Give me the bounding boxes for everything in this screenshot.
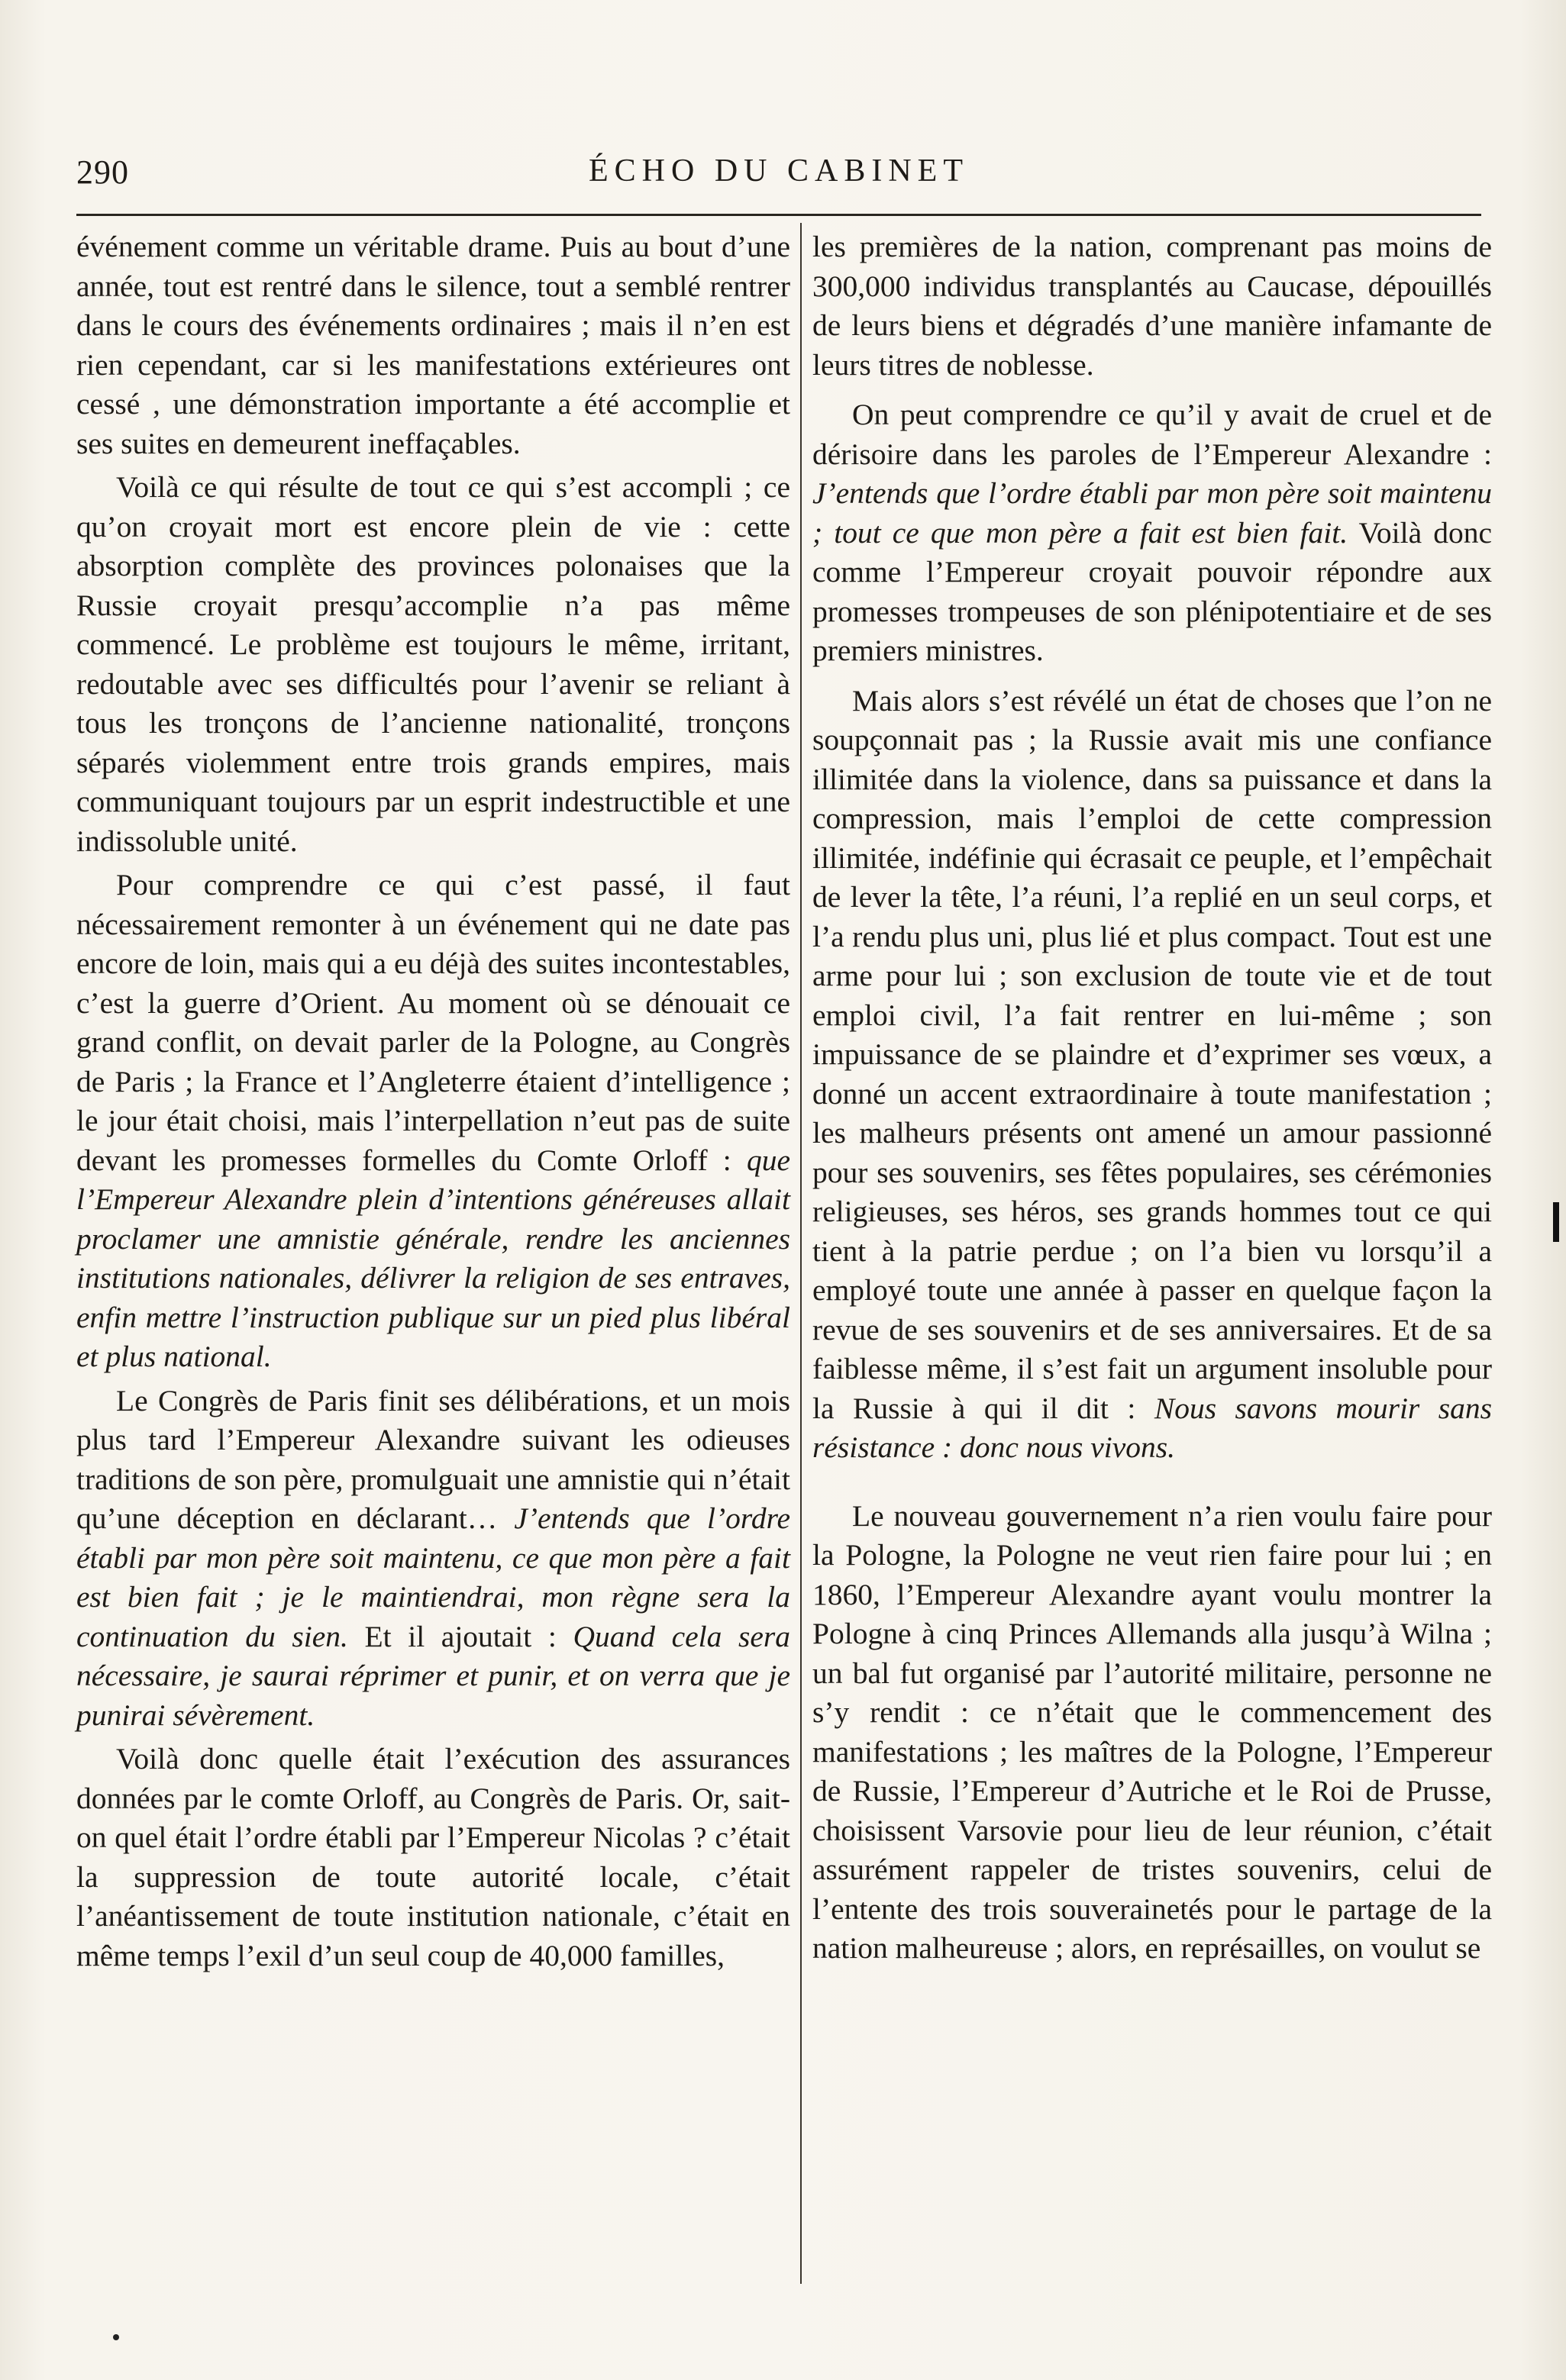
paragraph-text: On peut comprendre ce qu’il y avait de cruel et de dérisoire dans les paroles de l’Empereur Alexandre :: [812, 398, 1492, 471]
italic-quote: que l’Empereur Alexandre plein d’intentions généreuses allait proclamer une amnistie générale, rendre les anciennes institutions nationales, délivrer la religion de ses entraves, enfin mettre l’instruction publique sur un pied plus libéral et plus national.: [76, 1143, 790, 1373]
paragraph-text: Pour comprendre ce qui c’est passé, il faut nécessairement remonter à un événement qui ne date pas encore de loin, mais qui a eu déjà des suites incontestables, c’est la guerre d’Orient. Au moment où se dénouait ce grand conflit, on devait parler de la Pologne, au Congrès de Paris ; la France et l’Angleterre étaient d’intelligence ; le jour était choisi, mais l’interpellation n’eut pas de suite devant les promesses formelles du Comte Orloff :: [76, 868, 790, 1177]
column-divider: [800, 223, 802, 2284]
margin-ink-mark: [1553, 1202, 1559, 1242]
paragraph-text: événement comme un véritable drame. Puis au bout d’une année, tout est rentré dans le silence, tout a semblé rentrer dans le cours des événements ordinaires ; mais il n’en est rien cependant, car si les manifestations extérieures ont cessé , une démonstration importante a été accomplie et ses suites en demeurent ineffaçables.: [76, 230, 790, 460]
page-number: 290: [76, 153, 129, 191]
left-column: [76, 227, 790, 1980]
paragraph-text: Voilà ce qui résulte de tout ce qui s’est accompli ; ce qu’on croyait mort est encore plein de vie : cette absorption complète des provinces polonaises que la Russie croyait presqu’accomplie n’a pas même commencé. Le problème est toujours le même, irritant, redoutable avec ses difficultés pour l’avenir se reliant à tous les tronçons de l’ancienne nationalité, tronçons séparés violemment entre trois grands empires, mais communiquant toujours par un esprit indestructible et une indissoluble unité.: [76, 470, 790, 858]
italic-quote: Quand cela sera nécessaire, je saurai réprimer et punir, et on verra que je punirai sévèrement.: [76, 1619, 790, 1732]
paragraph: [76, 1740, 790, 1975]
paragraph: [812, 682, 1492, 1468]
paragraph: [76, 866, 790, 1377]
paragraph-text: Mais alors s’est révélé un état de choses que l’on ne soupçonnait pas ; la Russie avait mis une confiance illimitée dans la violence, dans sa puissance et dans la compression, mais l’emploi de cette compression illimitée, indéfinie qui écrasait ce peuple, et l’empêchait de lever la tête, l’a réuni, l’a replié en un seul corps, et l’a rendu plus uni, plus lié et plus compact. Tout est une arme pour lui ; son exclusion de toute vie et de tout emploi civil, l’a fait rentrer en lui-même ; son impuissance de se plaindre et d’exprimer ses vœux, a donné un accent extraordinaire à toute manifestation ; les malheurs présents ont amené un amour passionné pour ses souvenirs, ses fêtes populaires, ses cérémonies religieuses, ses héros, ses grands hommes tout ce qui tient à la patrie perdue ; on l’a bien vu lorsqu’il a employé toute une année à passer en quelque façon la revue de ses souvenirs et de ses anniversaires. Et de sa faiblesse même, il s’est fait un argument insoluble pour la Russie à qui il dit :: [812, 683, 1492, 1425]
paragraph: [76, 1382, 790, 1736]
paragraph: [76, 468, 790, 861]
paragraph-text: Le nouveau gouvernement n’a rien voulu faire pour la Pologne, la Pologne ne veut rien faire pour lui ; en 1860, l’Empereur Alexandre ayant voulu montrer la Pologne à cinq Princes Allemands alla jusqu’à Wilna ; un bal fut organisé par l’autorité militaire, personne ne s’y rendit : ce n’était que le commencement des manifestations ; les maîtres de la Pologne, l’Empereur de Russie, l’Empereur d’Autriche et le Roi de Prusse, choisissent Varsovie pour lieu de leur réunion, c’était assurément rappeler de tristes souvenirs, celui de l’entente des trois souverainetés pour le partage de la nation malheureuse ; alors, en représailles, on voulut se: [812, 1498, 1492, 1965]
paragraph: [812, 395, 1492, 671]
italic-quote: J’entends que l’ordre établi par mon père soit maintenu, ce que mon père a fait est bien fait ; je le maintiendrai, mon règne sera la continuation du sien.: [76, 1501, 791, 1653]
paragraph: [76, 227, 790, 463]
running-head: ÉCHO DU CABINET: [589, 153, 969, 189]
italic-quote: Nous savons mourir sans résistance : donc nous vivons.: [812, 1391, 1493, 1464]
paragraph-text: Et il ajoutait :: [364, 1619, 557, 1653]
header-rule: [76, 214, 1481, 216]
page-header: [76, 153, 1481, 198]
paragraph: [812, 1497, 1492, 1969]
paragraph-text: Le Congrès de Paris finit ses délibérations, et un mois plus tard l’Empereur Alexandre suivant les odieuses traditions de son père, promulguait une amnistie qui n’était qu’une déception en déclarant…: [76, 1383, 790, 1535]
paragraph-text: Voilà donc quelle était l’exécution des assurances données par le comte Orloff, au Congrès de Paris. Or, sait-on quel était l’ordre établi par l’Empereur Nicolas ? c’était la suppression de toute autorité locale, c’était l’anéantissement de toute institution nationale, c’était en même temps l’exil d’un seul coup de 40,000 familles,: [76, 1742, 790, 1972]
ink-speck: [113, 2334, 119, 2340]
right-column: [812, 227, 1492, 1973]
paragraph: [812, 227, 1492, 385]
italic-quote: J’entends que l’ordre établi par mon père soit maintenu ; tout ce que mon père a fait est bien fait.: [812, 476, 1492, 550]
paragraph-text: les premières de la nation, comprenant pas moins de 300,000 individus transplantés au Caucase, dépouillés de leurs biens et dégradés d’une manière infamante de leurs titres de noblesse.: [812, 230, 1492, 382]
paragraph-text: Voilà donc comme l’Empereur croyait pouvoir répondre aux promesses trompeuses de son plénipotentiaire et de ses premiers ministres.: [812, 515, 1492, 667]
